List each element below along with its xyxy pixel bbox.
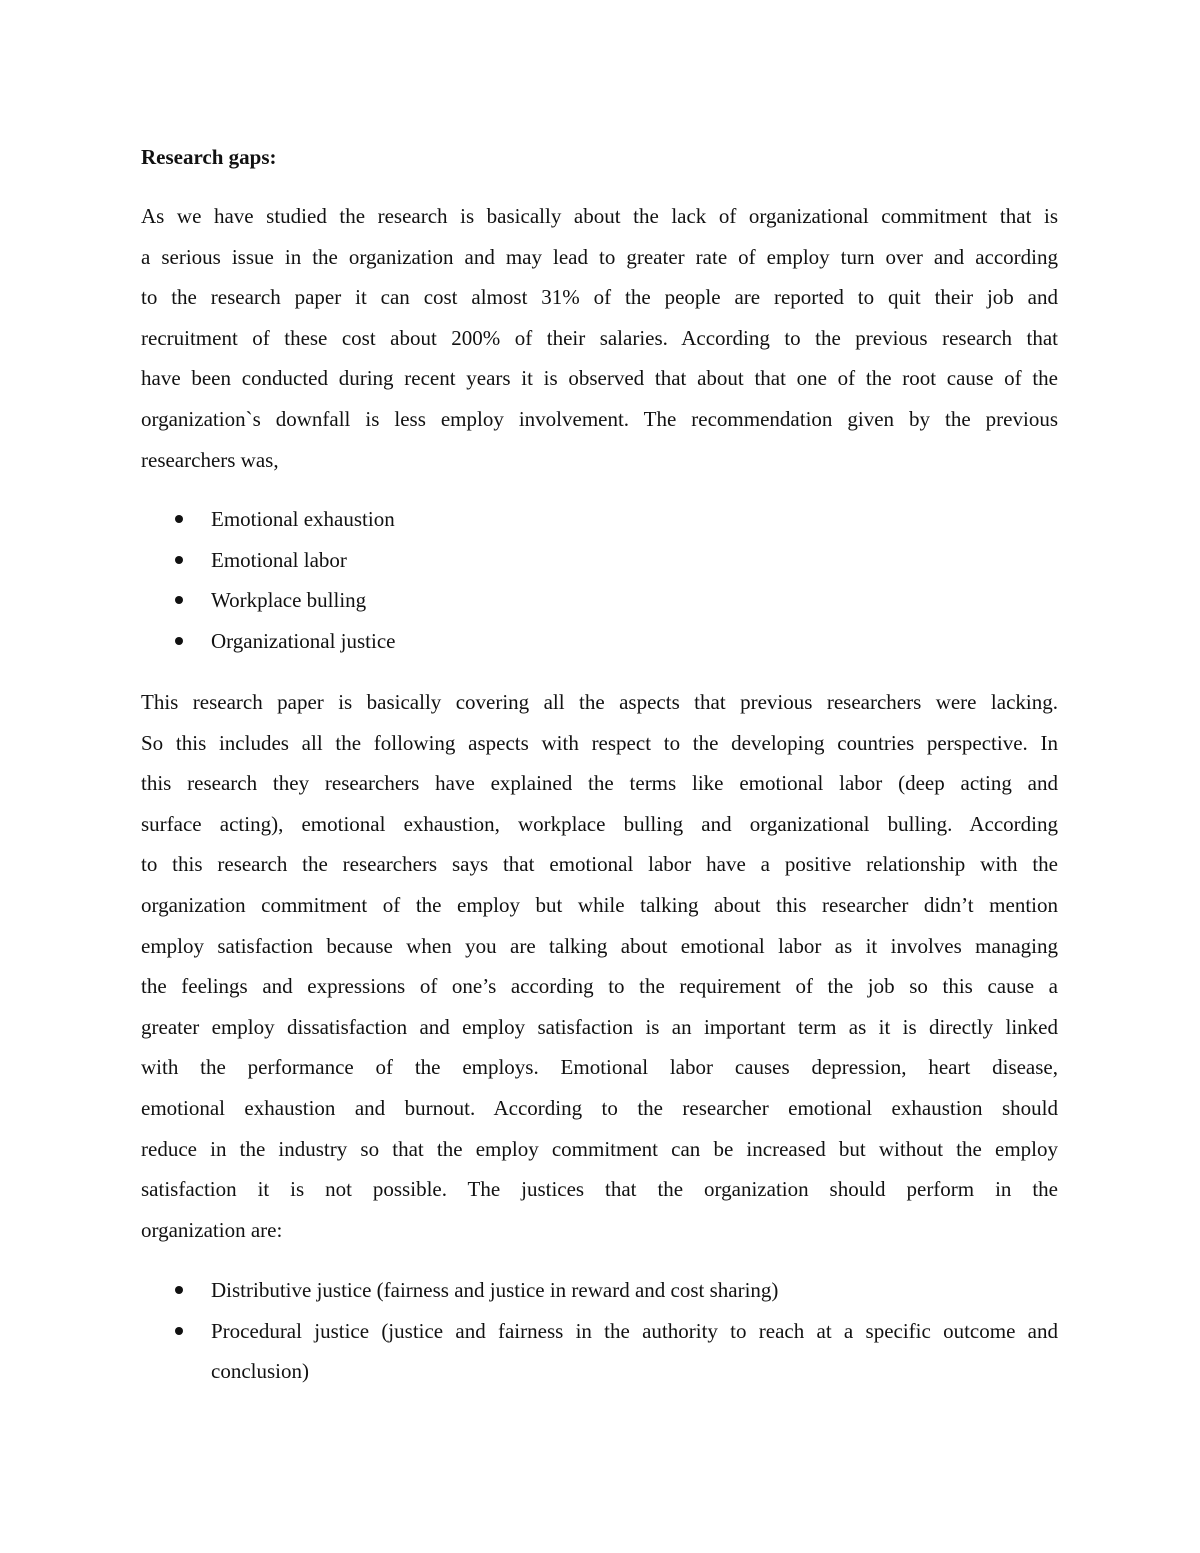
text-line: This research paper is basically covering all the aspects that previous researchers were lacking.	[141, 690, 1058, 714]
text-line: emotional exhaustion and burnout. According to the researcher emotional exhaustion should	[141, 1095, 1058, 1120]
list-item	[141, 580, 1058, 621]
text-line: surface acting), emotional exhaustion, workplace bulling and organizational bulling. According	[141, 811, 1058, 836]
bullet-icon	[175, 596, 183, 604]
bullet-icon	[175, 556, 183, 564]
text-line: Workplace bulling	[211, 588, 367, 613]
text-line: to this research the researchers says that emotional labor have a positive relationship with the	[141, 852, 1058, 877]
text-line: reduce in the industry so that the employ commitment can be increased but without the employ	[141, 1136, 1058, 1161]
text-line: a serious issue in the organization and may lead to greater rate of employ turn over and according	[141, 244, 1058, 269]
bullet-icon	[175, 515, 183, 523]
text-line: this research they researchers have explained the terms like emotional labor (deep acting and	[141, 771, 1058, 796]
document-heading-block	[141, 137, 1058, 178]
section-heading: Research gaps:	[141, 145, 277, 169]
text-line: Procedural justice (justice and fairness in the authority to reach at a specific outcome and	[211, 1318, 1058, 1343]
text-line: recruitment of these cost about 200% of their salaries. According to the previous research that	[141, 325, 1058, 350]
text-line: to the research paper it can cost almost 31% of the people are reported to quit their job and	[141, 285, 1058, 310]
text-line: As we have studied the research is basically about the lack of organizational commitment that is	[141, 204, 1058, 228]
bullet-icon	[175, 637, 183, 645]
bullet-list-justices	[141, 1270, 1058, 1392]
text-line: Emotional exhaustion	[211, 507, 395, 531]
text-line: So this includes all the following aspects with respect to the developing countries perspective. In	[141, 730, 1058, 755]
text-line: the feelings and expressions of one’s according to the requirement of the job so this cause a	[141, 974, 1058, 999]
text-line: Emotional labor	[211, 547, 347, 572]
list-item	[141, 499, 1058, 540]
text-line: organization`s downfall is less employ involvement. The recommendation given by the previous	[141, 406, 1058, 431]
text-line: greater employ dissatisfaction and employ satisfaction is an important term as it is directly linked	[141, 1014, 1058, 1039]
text-line: with the performance of the employs. Emotional labor causes depression, heart disease,	[141, 1055, 1058, 1080]
text-line: researchers was,	[141, 447, 279, 472]
list-item	[141, 1270, 1058, 1311]
text-line: Organizational justice	[211, 628, 396, 653]
text-line: organization are:	[141, 1217, 283, 1242]
list-item	[141, 621, 1058, 662]
text-line: organization commitment of the employ but while talking about this researcher didn’t mention	[141, 892, 1058, 917]
paragraph-1	[141, 196, 1058, 480]
text-line: Distributive justice (fairness and justice in reward and cost sharing)	[211, 1278, 779, 1302]
text-line: conclusion)	[211, 1359, 309, 1384]
bullet-icon	[175, 1286, 183, 1294]
text-line: employ satisfaction because when you are talking about emotional labor as it involves managing	[141, 933, 1058, 958]
list-item	[141, 540, 1058, 581]
text-line: have been conducted during recent years it is observed that about that one of the root cause of the	[141, 366, 1058, 391]
text-line: satisfaction it is not possible. The justices that the organization should perform in the	[141, 1177, 1058, 1202]
list-item	[141, 1311, 1058, 1392]
bullet-icon	[175, 1327, 183, 1335]
bullet-list-recommendations	[141, 499, 1058, 661]
paragraph-2	[141, 682, 1058, 1250]
